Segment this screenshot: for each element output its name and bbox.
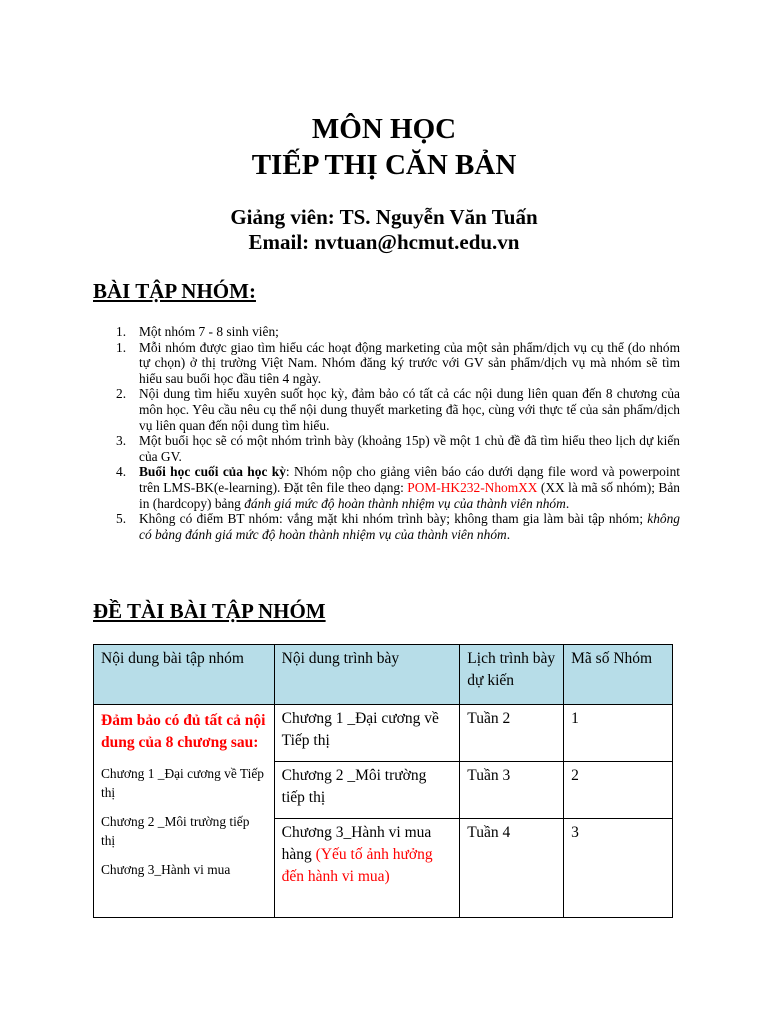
schedule-week: Tuần 3: [460, 762, 564, 819]
requirement-lead: Đảm bảo có đủ tất cả nội dung của 8 chương sau:: [101, 712, 266, 751]
group-number: 3: [564, 819, 673, 918]
chapter-item: Chương 3_Hành vi mua: [101, 862, 231, 877]
table-header-row: [94, 645, 673, 705]
lecturer-email: Email: nvtuan@hcmut.edu.vn: [248, 230, 520, 254]
group-assignment-heading: BÀI TẬP NHÓM:: [93, 279, 256, 303]
chapter-item: Chương 2 _Môi trường tiếp thị: [101, 814, 250, 848]
chapter-item: Chương 1 _Đại cương về Tiếp thị: [101, 766, 264, 800]
presentation-content: Chương 2 _Môi trường tiếp thị: [274, 762, 460, 819]
schedule-week: Tuần 4: [460, 819, 564, 918]
file-name-format: POM-HK232-NhomXX: [407, 479, 538, 495]
presentation-content: Chương 3_Hành vi mua hàng (Yếu tố ảnh hưởng đến hành vi mua): [274, 819, 460, 918]
list-item: 3. Một buổi học sẽ có một nhóm trình bày (khoảng 15p) về một 1 chủ đề đã tìm hiểu theo lịch dự kiến của GV.: [116, 433, 680, 464]
list-item: 1. Mỗi nhóm được giao tìm hiểu các hoạt động marketing của một sản phẩm/dịch vụ cụ thể (do nhóm tự chọn) ở thị trường Việt Nam. Nhóm đăng ký trước với GV sản phẩm/dịch vụ mà nhóm sẽ tìm hiểu sau buổi học đầu tiên 4 ngày.: [116, 339, 680, 386]
course-label: MÔN HỌC: [311, 113, 457, 145]
topics-heading: ĐỀ TÀI BÀI TẬP NHÓM: [93, 599, 326, 623]
content-note: (Yếu tố ảnh hưởng đến hành vi mua): [281, 846, 433, 885]
schedule-week: Tuần 2: [460, 705, 564, 762]
column-header: Nội dung trình bày: [274, 645, 460, 705]
course-title: TIẾP THỊ CĂN BẢN: [251, 149, 517, 181]
column-header: Lịch trình bày dự kiến: [460, 645, 564, 705]
requirements-list: [100, 324, 680, 542]
list-item: 5. Không có điểm BT nhóm: vắng mặt khi nhóm trình bày; không tham gia làm bài tập nhóm; không có bảng đánh giá mức độ hoàn thành nhiệm vụ của thành viên nhóm.: [116, 511, 680, 542]
group-number: 2: [564, 762, 673, 819]
list-item: 1. Một nhóm 7 - 8 sinh viên;: [116, 324, 279, 339]
presentation-content: Chương 1 _Đại cương về Tiếp thị: [274, 705, 460, 762]
list-item: 2. Nội dung tìm hiểu xuyên suốt học kỳ, đảm bảo có tất cả các nội dung liên quan đến 8 chương của môn học. Yêu cầu nêu cụ thể nội dung thuyết marketing đã học, cùng với thực tế của sản phẩm/dịch vụ liên quan đến nội dung tìm hiểu.: [116, 386, 680, 433]
column-header: Mã số Nhóm: [564, 645, 673, 705]
group-number: 1: [564, 705, 673, 762]
column-header: Nội dung bài tập nhóm: [94, 645, 275, 705]
table-row: [94, 705, 673, 762]
lecturer-name: Giảng viên: TS. Nguyễn Văn Tuấn: [230, 205, 538, 229]
topics-table: [93, 644, 673, 918]
list-item: 4. Buổi học cuối của học kỳ: Nhóm nộp cho giảng viên báo cáo dưới dạng file word và powerpoint trên LMS-BK(e-learning). Đặt tên file theo dạng: POM-HK232-NhomXX (XX là mã số nhóm); Bản in (hardcopy) bảng đánh giá mức độ hoàn thành nhiệm vụ của thành viên nhóm.: [116, 464, 680, 511]
requirement-cell: [94, 705, 275, 918]
